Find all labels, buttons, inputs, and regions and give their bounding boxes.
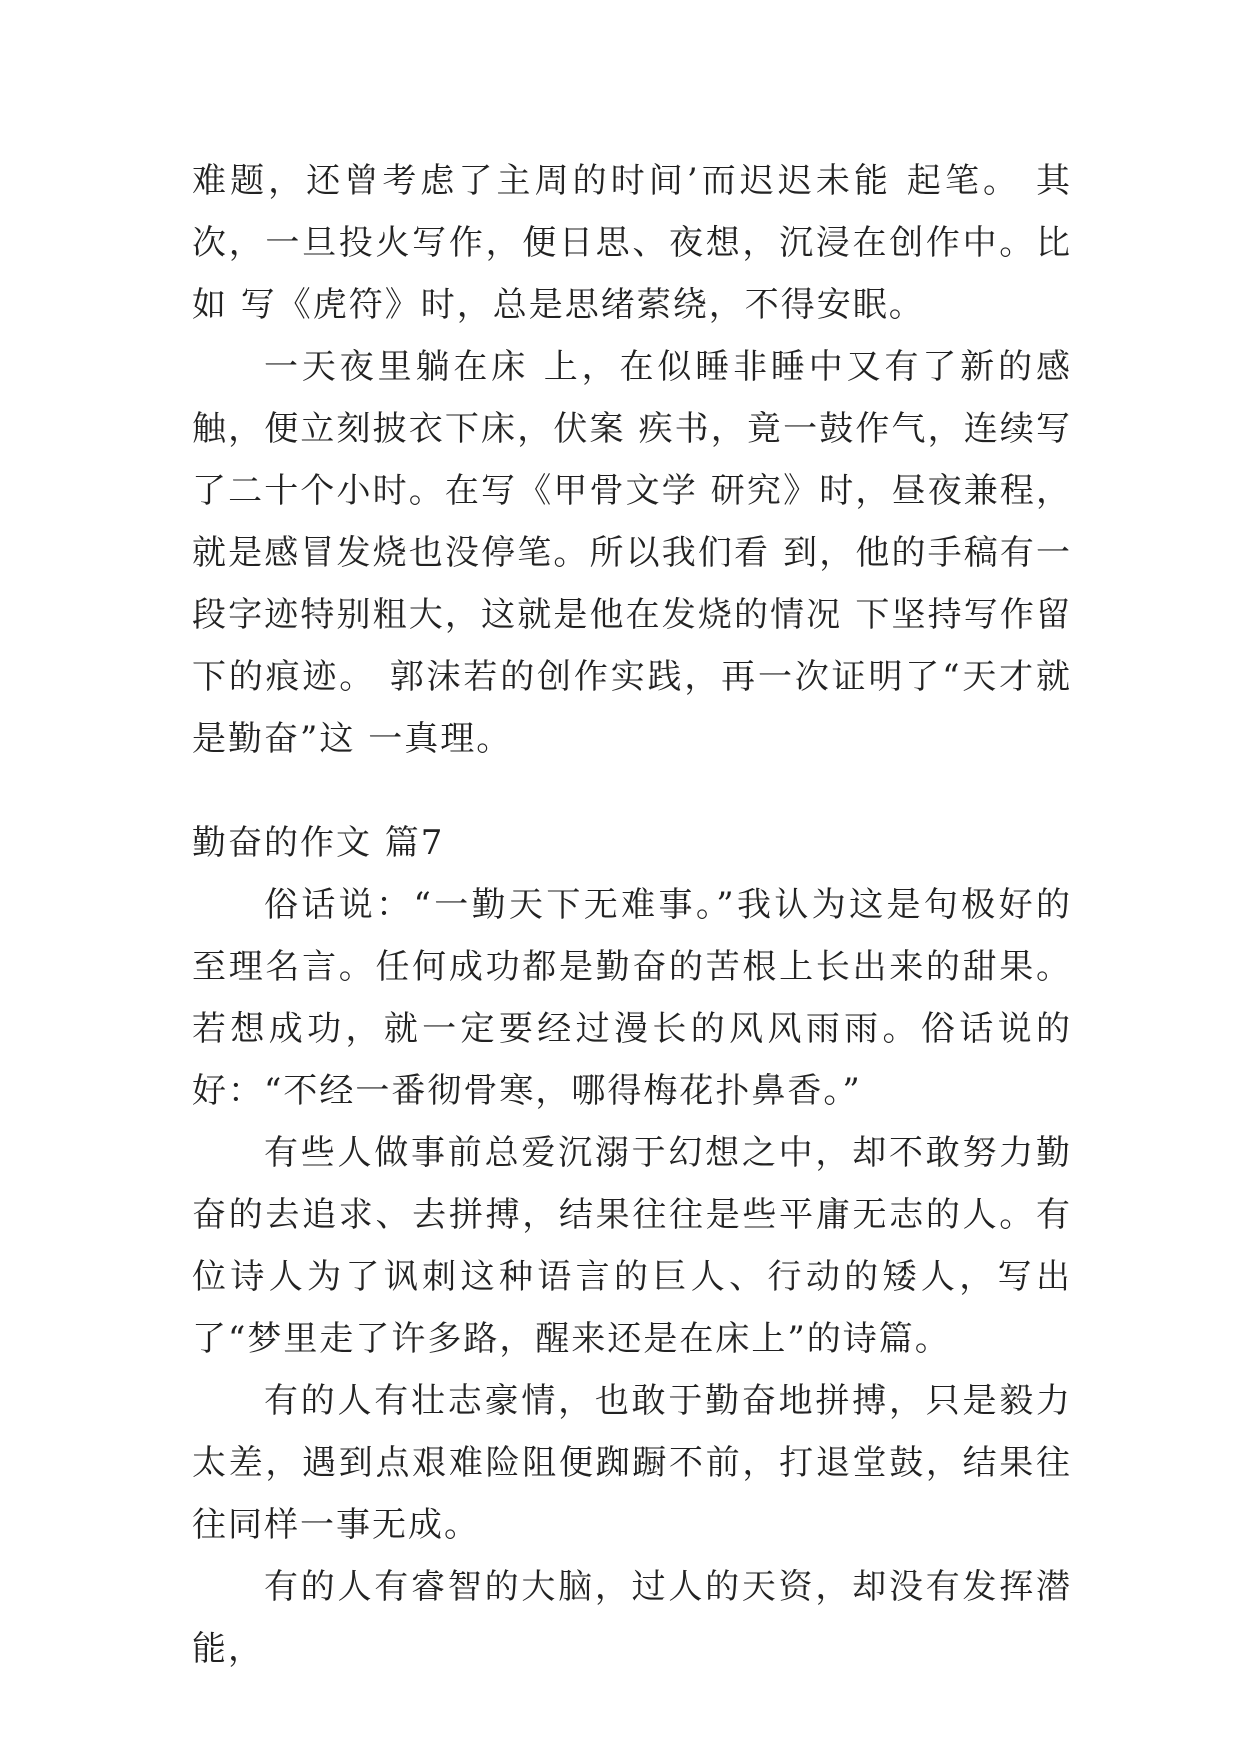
paragraph: 有的人有壮志豪情，也敢于勤奋地拼搏，只是毅力太差，遇到点艰难险阻便踟蹰不前，打退堂鼓，结果往往同样一事无成。 xyxy=(192,1381,1072,1545)
paragraph: 有些人做事前总爱沉溺于幻想之中，却不敢努力勤奋的去追求、去拼搏，结果往往是些平庸无志的人。有位诗人为了讽刺这种语言的巨人、行动的矮人，写出了“梦里走了许多路，醒来还是在床上”的诗篇。 xyxy=(192,1133,1072,1359)
document-body xyxy=(192,150,1072,1680)
paragraph: 有的人有睿智的大脑，过人的天资，却没有发挥潜能， xyxy=(192,1567,1072,1669)
paragraph: 一天夜里躺在床 上，在似睡非睡中又有了新的感触，便立刻披衣下床，伏案 疾书，竟一鼓作气，连续写了二十个小时。在写《甲骨文学 研究》时，昼夜兼程，就是感冒发烧也没停笔。所以我们看 到，他的手稿有一段字迹特别粗大，这就是他在发烧的情况 下坚持写作留下的痕迹。 郭沫若的创作实践，再一次证明了“天才就是勤奋”这 一真理。 xyxy=(192,347,1072,759)
paragraph: 难题，还曾考虑了主周的时间’而迟迟未能 起笔。 其次，一旦投火写作，便日思、夜想，沉浸在创作中。比如 写《虎符》时，总是思绪萦绕，不得安眠。 xyxy=(192,161,1072,325)
paragraph: 俗话说：“一勤天下无难事。”我认为这是句极好的至理名言。任何成功都是勤奋的苦根上长出来的甜果。若想成功，就一定要经过漫长的风风雨雨。俗话说的好：“不经一番彻骨寒，哪得梅花扑鼻香。” xyxy=(192,885,1072,1111)
section-title: 勤奋的作文 篇7 xyxy=(192,823,445,863)
